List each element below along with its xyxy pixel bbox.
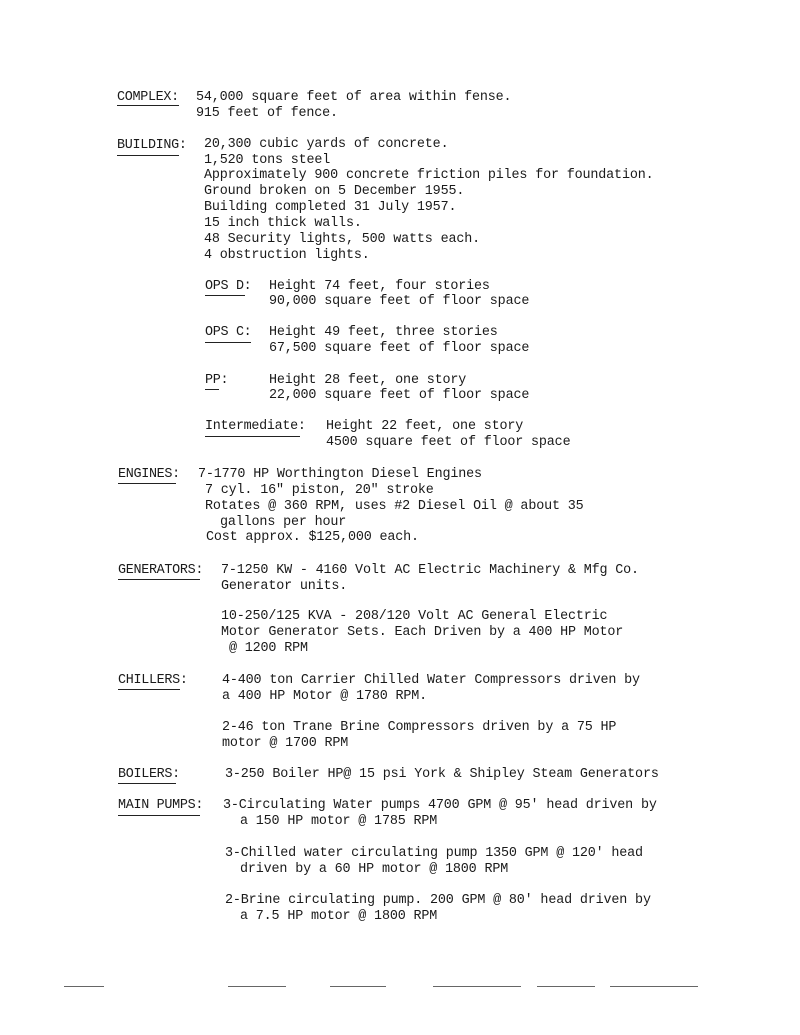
ops-c-line: Height 49 feet, three stories: [269, 325, 498, 340]
footer-rule: [64, 986, 104, 987]
generators-line: Motor Generator Sets. Each Driven by a 400 HP Motor: [221, 625, 624, 640]
footer-rule: [610, 986, 698, 987]
building-line: 15 inch thick walls.: [204, 216, 362, 231]
building-line: Ground broken on 5 December 1955.: [204, 184, 465, 199]
footer-rule: [537, 986, 595, 987]
ops-c-label: OPS C:: [205, 325, 252, 340]
pp-line: 22,000 square feet of floor space: [269, 388, 530, 403]
ops-d-line: 90,000 square feet of floor space: [269, 294, 530, 309]
generators-line: Generator units.: [221, 579, 348, 594]
chillers-line: a 400 HP Motor @ 1780 RPM.: [222, 689, 428, 704]
pp-label: PP:: [205, 373, 229, 388]
ops-c-line: 67,500 square feet of floor space: [269, 341, 530, 356]
building-underline: [117, 155, 179, 156]
ops-d-line: Height 74 feet, four stories: [269, 279, 490, 294]
building-heading: BUILDING:: [117, 138, 187, 153]
chillers-heading: CHILLERS:: [118, 673, 188, 688]
generators-line: 7-1250 KW - 4160 Volt AC Electric Machinery & Mfg Co.: [221, 563, 639, 578]
ops-d-label: OPS D:: [205, 279, 252, 294]
main-pumps-line: a 150 HP motor @ 1785 RPM: [240, 814, 438, 829]
main-pumps-line: a 7.5 HP motor @ 1800 RPM: [240, 909, 438, 924]
complex-underline: [117, 105, 179, 106]
boilers-underline: [118, 783, 176, 784]
engines-line: Rotates @ 360 RPM, uses #2 Diesel Oil @ about 35: [205, 499, 584, 514]
building-line: 20,300 cubic yards of concrete.: [204, 137, 449, 152]
intermediate-label: Intermediate:: [205, 419, 306, 434]
chillers-line: 4-400 ton Carrier Chilled Water Compressors driven by: [222, 673, 640, 688]
main-pumps-line: 3-Chilled water circulating pump 1350 GPM @ 120' head: [225, 846, 643, 861]
intermediate-line: 4500 square feet of floor space: [326, 435, 571, 450]
engines-line: 7-1770 HP Worthington Diesel Engines: [198, 467, 482, 482]
boilers-heading: BOILERS:: [118, 767, 180, 782]
building-line: Building completed 31 July 1957.: [204, 200, 457, 215]
footer-rule: [433, 986, 521, 987]
building-line: 48 Security lights, 500 watts each.: [204, 232, 480, 247]
boilers-line: 3-250 Boiler HP@ 15 psi York & Shipley Steam Generators: [225, 767, 659, 782]
engines-line: Cost approx. $125,000 each.: [206, 530, 419, 545]
generators-line: 10-250/125 KVA - 208/120 Volt AC General Electric: [221, 609, 608, 624]
pp-line: Height 28 feet, one story: [269, 373, 467, 388]
main-pumps-underline: [118, 815, 200, 816]
chillers-line: 2-46 ton Trane Brine Compressors driven by a 75 HP: [222, 720, 617, 735]
footer-rule: [330, 986, 386, 987]
footer-rule: [228, 986, 286, 987]
chillers-line: motor @ 1700 RPM: [222, 736, 349, 751]
main-pumps-line: driven by a 60 HP motor @ 1800 RPM: [240, 862, 509, 877]
main-pumps-heading: MAIN PUMPS:: [118, 798, 204, 813]
pp-underline: [205, 389, 219, 390]
generators-heading: GENERATORS:: [118, 563, 204, 578]
complex-line: 54,000 square feet of area within fense.: [196, 90, 512, 105]
building-line: 1,520 tons steel: [204, 153, 331, 168]
generators-underline: [118, 579, 200, 580]
ops-d-underline: [205, 295, 245, 296]
building-line: Approximately 900 concrete friction piles for foundation.: [204, 168, 654, 183]
ops-c-underline: [205, 342, 251, 343]
complex-line: 915 feet of fence.: [196, 106, 338, 121]
intermediate-underline: [205, 436, 300, 437]
complex-heading: COMPLEX:: [117, 90, 179, 105]
main-pumps-line: 3-Circulating Water pumps 4700 GPM @ 95' head driven by: [223, 798, 657, 813]
main-pumps-line: 2-Brine circulating pump. 200 GPM @ 80' head driven by: [225, 893, 651, 908]
engines-heading: ENGINES:: [118, 467, 180, 482]
engines-line: gallons per hour: [220, 515, 347, 530]
generators-line: @ 1200 RPM: [229, 641, 308, 656]
building-line: 4 obstruction lights.: [204, 248, 370, 263]
chillers-underline: [118, 689, 180, 690]
intermediate-line: Height 22 feet, one story: [326, 419, 524, 434]
engines-underline: [118, 483, 176, 484]
engines-line: 7 cyl. 16" piston, 20" stroke: [205, 483, 434, 498]
